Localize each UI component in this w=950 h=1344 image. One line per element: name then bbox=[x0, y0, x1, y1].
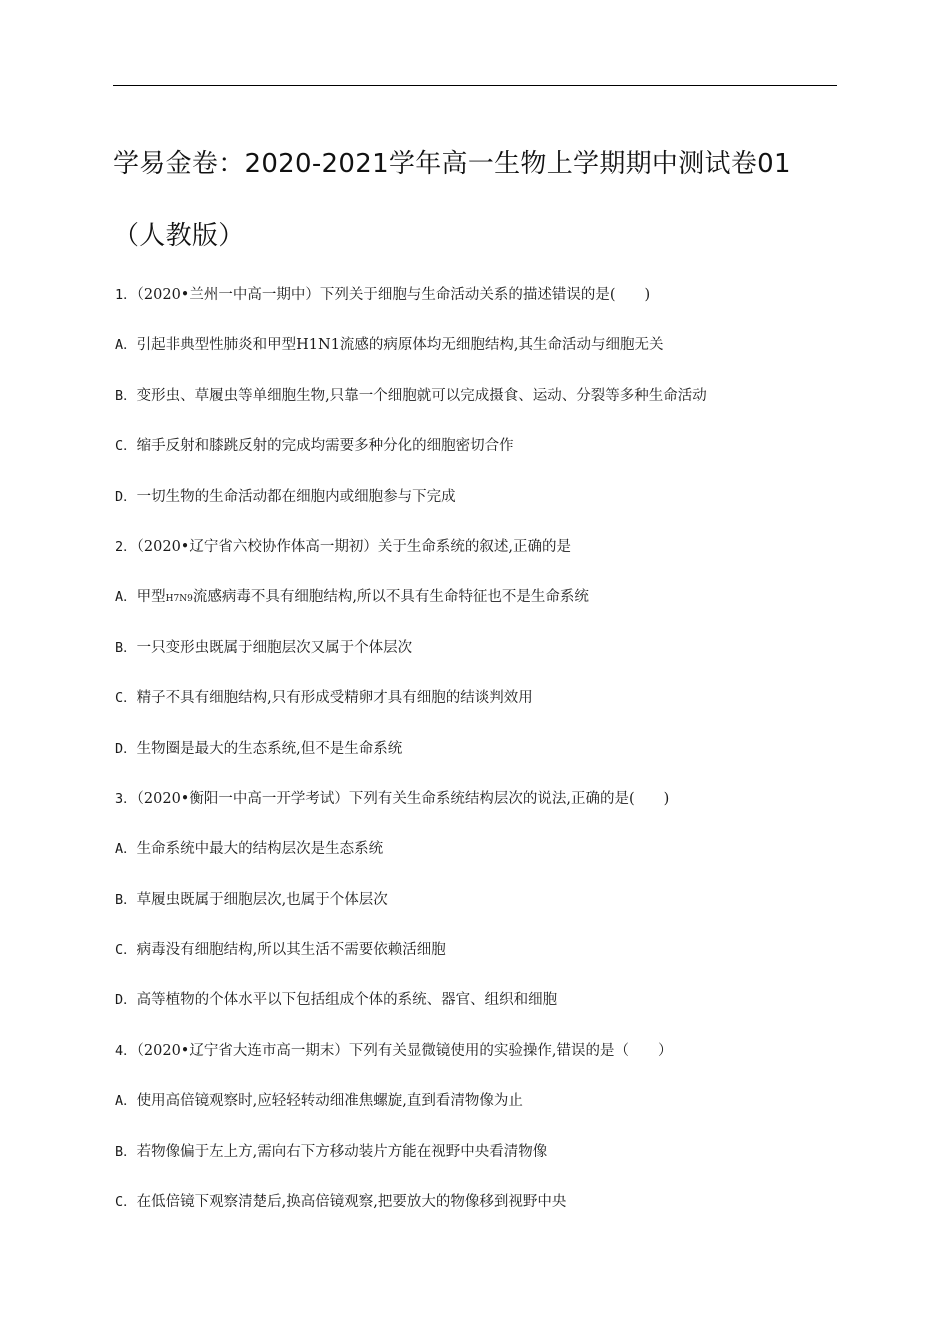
question-text: （2020•衡阳一中高一开学考试）下列有关生命系统结构层次的说法,正确的是( ) bbox=[136, 790, 670, 807]
option-4c bbox=[115, 1189, 837, 1239]
virus-subtype: H7N9 bbox=[165, 594, 193, 605]
option-text: 一切生物的生命活动都在细胞内或细胞参与下完成 bbox=[136, 488, 456, 505]
option-text: 生命系统中最大的结构层次是生态系统 bbox=[136, 841, 384, 858]
option-text: 一只变形虫既属于细胞层次又属于个体层次 bbox=[136, 639, 413, 656]
question-stem-1 bbox=[115, 282, 837, 332]
option-1c bbox=[115, 433, 837, 483]
question-number: 1． bbox=[115, 287, 137, 303]
question-text: （2020•兰州一中高一期中）下列关于细胞与生命活动关系的描述错误的是( ) bbox=[136, 287, 651, 303]
question-list bbox=[115, 282, 837, 1239]
document-title: 学易金卷：2020-2021学年高一生物上学期期中测试卷01（人教版） bbox=[113, 149, 791, 251]
option-2d bbox=[115, 736, 837, 786]
option-3d bbox=[115, 987, 837, 1037]
option-4a bbox=[115, 1088, 837, 1138]
option-label: D． bbox=[115, 992, 137, 1009]
option-2b bbox=[115, 635, 837, 685]
option-label: C． bbox=[115, 690, 137, 707]
option-text: 缩手反射和膝跳反射的完成均需要多种分化的细胞密切合作 bbox=[136, 438, 514, 455]
option-1d bbox=[115, 484, 837, 534]
question-number: 4． bbox=[115, 1042, 137, 1059]
option-text: 病毒没有细胞结构,所以其生活不需要依赖活细胞 bbox=[136, 942, 446, 959]
option-2c bbox=[115, 685, 837, 735]
option-label: D． bbox=[115, 740, 137, 757]
question-stem-3 bbox=[115, 786, 837, 836]
option-label: C． bbox=[115, 1194, 137, 1211]
option-text: 使用高倍镜观察时,应轻轻转动细准焦螺旋,直到看清物像为止 bbox=[136, 1093, 523, 1110]
option-text: 草履虫既属于细胞层次,也属于个体层次 bbox=[136, 891, 388, 908]
option-label: B． bbox=[115, 639, 137, 656]
option-1a bbox=[115, 332, 837, 382]
option-4b bbox=[115, 1139, 837, 1189]
option-text: 精子不具有细胞结构,只有形成受精卵才具有细胞的结谈判效用 bbox=[136, 690, 533, 707]
option-1b bbox=[115, 383, 837, 433]
option-text: 在低倍镜下观察清楚后,换高倍镜观察,把要放大的物像移到视野中央 bbox=[136, 1194, 567, 1211]
question-text: （2020•辽宁省六校协作体高一期初）关于生命系统的叙述,正确的是 bbox=[136, 538, 571, 555]
option-text: 若物像偏于左上方,需向右下方移动装片方能在视野中央看清物像 bbox=[136, 1143, 548, 1160]
option-label: D． bbox=[115, 488, 137, 505]
option-label: A． bbox=[115, 589, 137, 606]
option-label: A． bbox=[115, 841, 137, 858]
option-3b bbox=[115, 887, 837, 937]
question-number: 3． bbox=[115, 790, 137, 807]
question-stem-4 bbox=[115, 1038, 837, 1088]
option-label: B． bbox=[115, 387, 137, 404]
option-label: B． bbox=[115, 891, 137, 908]
option-text: 引起非典型性肺炎和甲型H1N1流感的病原体均无细胞结构,其生命活动与细胞无关 bbox=[136, 337, 664, 354]
option-label: B． bbox=[115, 1143, 137, 1160]
option-3c bbox=[115, 937, 837, 987]
question-text: （2020•辽宁省大连市高一期末）下列有关显微镜使用的实验操作,错误的是（ ） bbox=[136, 1042, 673, 1059]
option-label: A． bbox=[115, 337, 137, 354]
option-text: 变形虫、草履虫等单细胞生物,只靠一个细胞就可以完成摄食、运动、分裂等多种生命活动 bbox=[136, 387, 707, 404]
option-text: 生物圈是最大的生态系统,但不是生命系统 bbox=[136, 740, 403, 757]
option-label: C． bbox=[115, 438, 137, 455]
option-label: C． bbox=[115, 942, 137, 959]
option-text: 高等植物的个体水平以下包括组成个体的系统、器官、组织和细胞 bbox=[136, 992, 558, 1009]
option-2a bbox=[115, 584, 837, 634]
option-label: A． bbox=[115, 1093, 137, 1110]
question-stem-2 bbox=[115, 534, 837, 584]
header-rule bbox=[113, 85, 837, 86]
option-text-prefix: 甲型 bbox=[136, 589, 166, 606]
option-3a bbox=[115, 836, 837, 886]
option-text: 流感病毒不具有细胞结构,所以不具有生命特征也不是生命系统 bbox=[192, 589, 589, 606]
question-number: 2． bbox=[115, 538, 137, 555]
